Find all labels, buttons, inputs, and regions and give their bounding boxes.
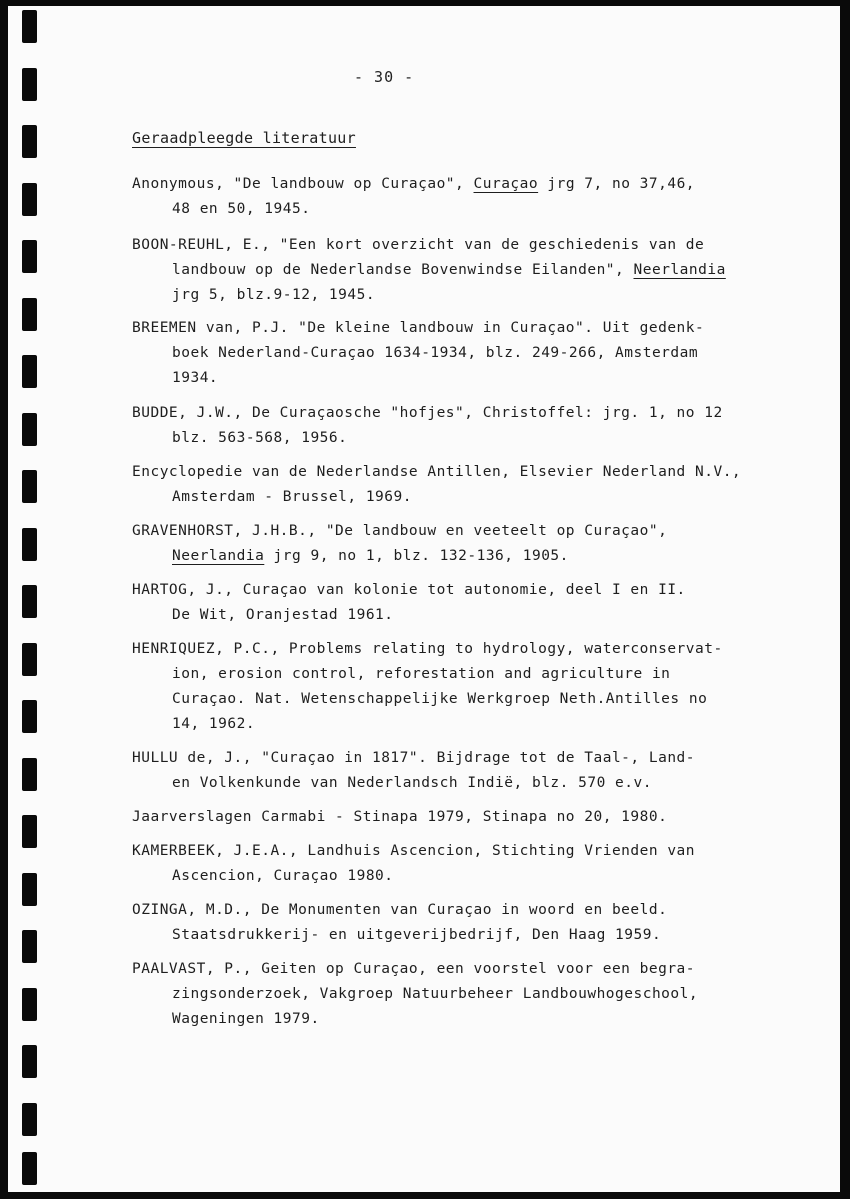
reference-text: jrg 7, no 37,46,	[538, 176, 696, 192]
binding-hole	[22, 298, 37, 331]
reference-line	[132, 805, 792, 830]
binding-hole	[22, 700, 37, 733]
reference-line	[132, 746, 792, 771]
reference-text: Encyclopedie van de Nederlandse Antillen, Elsevier Nederland N.V.,	[132, 464, 742, 480]
reference-text: Ascencion, Curaçao 1980.	[172, 868, 394, 884]
page-title: Geraadpleegde literatuur	[132, 129, 356, 147]
reference-text: ion, erosion control, reforestation and agriculture in	[172, 666, 671, 682]
reference-line	[132, 603, 792, 628]
reference-line	[132, 712, 792, 737]
reference-text: jrg 9, no 1, blz. 132-136, 1905.	[264, 548, 569, 564]
reference-text: PAALVAST, P., Geiten op Curaçao, een voorstel voor een begra-	[132, 961, 696, 977]
reference-entry	[132, 637, 792, 737]
reference-line	[132, 578, 792, 603]
reference-text: BREEMEN van, P.J. "De kleine landbouw in Curaçao". Uit gedenk-	[132, 320, 705, 336]
reference-text: en Volkenkunde van Nederlandsch Indië, blz. 570 e.v.	[172, 775, 652, 791]
reference-line	[132, 197, 792, 222]
binding-hole	[22, 988, 37, 1021]
reference-line	[132, 839, 792, 864]
reference-entry	[132, 172, 792, 222]
reference-entry	[132, 839, 792, 889]
binding-hole	[22, 930, 37, 963]
binding-hole	[22, 1152, 37, 1185]
reference-line	[132, 864, 792, 889]
binding-hole	[22, 183, 37, 216]
underlined-title: Neerlandia	[172, 548, 265, 564]
binding-hole	[22, 470, 37, 503]
binding-hole	[22, 240, 37, 273]
reference-text: Jaarverslagen Carmabi - Stinapa 1979, Stinapa no 20, 1980.	[132, 809, 668, 825]
reference-line	[132, 982, 792, 1007]
reference-line	[132, 426, 792, 451]
binding-hole	[22, 125, 37, 158]
binding-hole	[22, 528, 37, 561]
binding-hole	[22, 68, 37, 101]
binding-hole	[22, 413, 37, 446]
reference-text: OZINGA, M.D., De Monumenten van Curaçao in woord en beeld.	[132, 902, 668, 918]
reference-line	[132, 957, 792, 982]
reference-text: KAMERBEEK, J.E.A., Landhuis Ascencion, Stichting Vrienden van	[132, 843, 696, 859]
reference-line	[132, 485, 792, 510]
binding-hole	[22, 815, 37, 848]
reference-entry	[132, 519, 792, 569]
reference-line	[132, 771, 792, 796]
reference-text: De Wit, Oranjestad 1961.	[172, 607, 394, 623]
reference-line	[132, 341, 792, 366]
reference-line	[132, 172, 792, 197]
reference-line	[132, 316, 792, 341]
reference-text: Staatsdrukkerij- en uitgeverijbedrijf, Den Haag 1959.	[172, 927, 662, 943]
reference-text: zingsonderzoek, Vakgroep Natuurbeheer Landbouwhogeschool,	[172, 986, 699, 1002]
binding-hole	[22, 585, 37, 618]
reference-text: HENRIQUEZ, P.C., Problems relating to hydrology, waterconservat-	[132, 641, 723, 657]
page-number: - 30 -	[354, 68, 415, 86]
reference-entry	[132, 746, 792, 796]
reference-entry	[132, 805, 792, 830]
reference-text: HARTOG, J., Curaçao van kolonie tot autonomie, deel I en II.	[132, 582, 686, 598]
reference-entry	[132, 316, 792, 391]
reference-text: Amsterdam - Brussel, 1969.	[172, 489, 412, 505]
underlined-title: Curaçao	[473, 176, 539, 192]
reference-entry	[132, 898, 792, 948]
binding-hole	[22, 10, 37, 43]
reference-text: Anonymous, "De landbouw op Curaçao",	[132, 176, 474, 192]
reference-text: BOON-REUHL, E., "Een kort overzicht van de geschiedenis van de	[132, 237, 705, 253]
reference-line	[132, 366, 792, 391]
reference-line	[132, 519, 792, 544]
binding-holes	[0, 0, 40, 1199]
binding-hole	[22, 355, 37, 388]
reference-text: 1934.	[172, 370, 219, 386]
binding-hole	[22, 758, 37, 791]
reference-line	[132, 544, 792, 569]
reference-line	[132, 637, 792, 662]
reference-line	[132, 401, 792, 426]
reference-line	[132, 687, 792, 712]
reference-entry	[132, 233, 792, 308]
reference-entry	[132, 401, 792, 451]
binding-hole	[22, 1103, 37, 1136]
reference-entry	[132, 578, 792, 628]
reference-text: GRAVENHORST, J.H.B., "De landbouw en veeteelt op Curaçao",	[132, 523, 668, 539]
reference-entry	[132, 460, 792, 510]
reference-line	[132, 283, 792, 308]
reference-text: Wageningen 1979.	[172, 1011, 320, 1027]
reference-text: BUDDE, J.W., De Curaçaosche "hofjes", Christoffel: jrg. 1, no 12	[132, 405, 723, 421]
binding-hole	[22, 1045, 37, 1078]
reference-line	[132, 662, 792, 687]
underlined-title: Neerlandia	[633, 262, 726, 278]
reference-text: 48 en 50, 1945.	[172, 201, 311, 217]
reference-text: 14, 1962.	[172, 716, 256, 732]
binding-hole	[22, 873, 37, 906]
reference-line	[132, 1007, 792, 1032]
reference-text: blz. 563-568, 1956.	[172, 430, 348, 446]
reference-line	[132, 923, 792, 948]
reference-text: jrg 5, blz.9-12, 1945.	[172, 287, 376, 303]
reference-text: HULLU de, J., "Curaçao in 1817". Bijdrage tot de Taal-, Land-	[132, 750, 696, 766]
reference-text: landbouw op de Nederlandse Bovenwindse Eilanden",	[172, 262, 634, 278]
binding-hole	[22, 643, 37, 676]
reference-text: boek Nederland-Curaçao 1634-1934, blz. 249-266, Amsterdam	[172, 345, 699, 361]
reference-entry	[132, 957, 792, 1032]
document-page	[8, 6, 840, 1192]
reference-text: Curaçao. Nat. Wetenschappelijke Werkgroep Neth.Antilles no	[172, 691, 708, 707]
reference-line	[132, 898, 792, 923]
reference-line	[132, 460, 792, 485]
reference-line	[132, 258, 792, 283]
reference-line	[132, 233, 792, 258]
